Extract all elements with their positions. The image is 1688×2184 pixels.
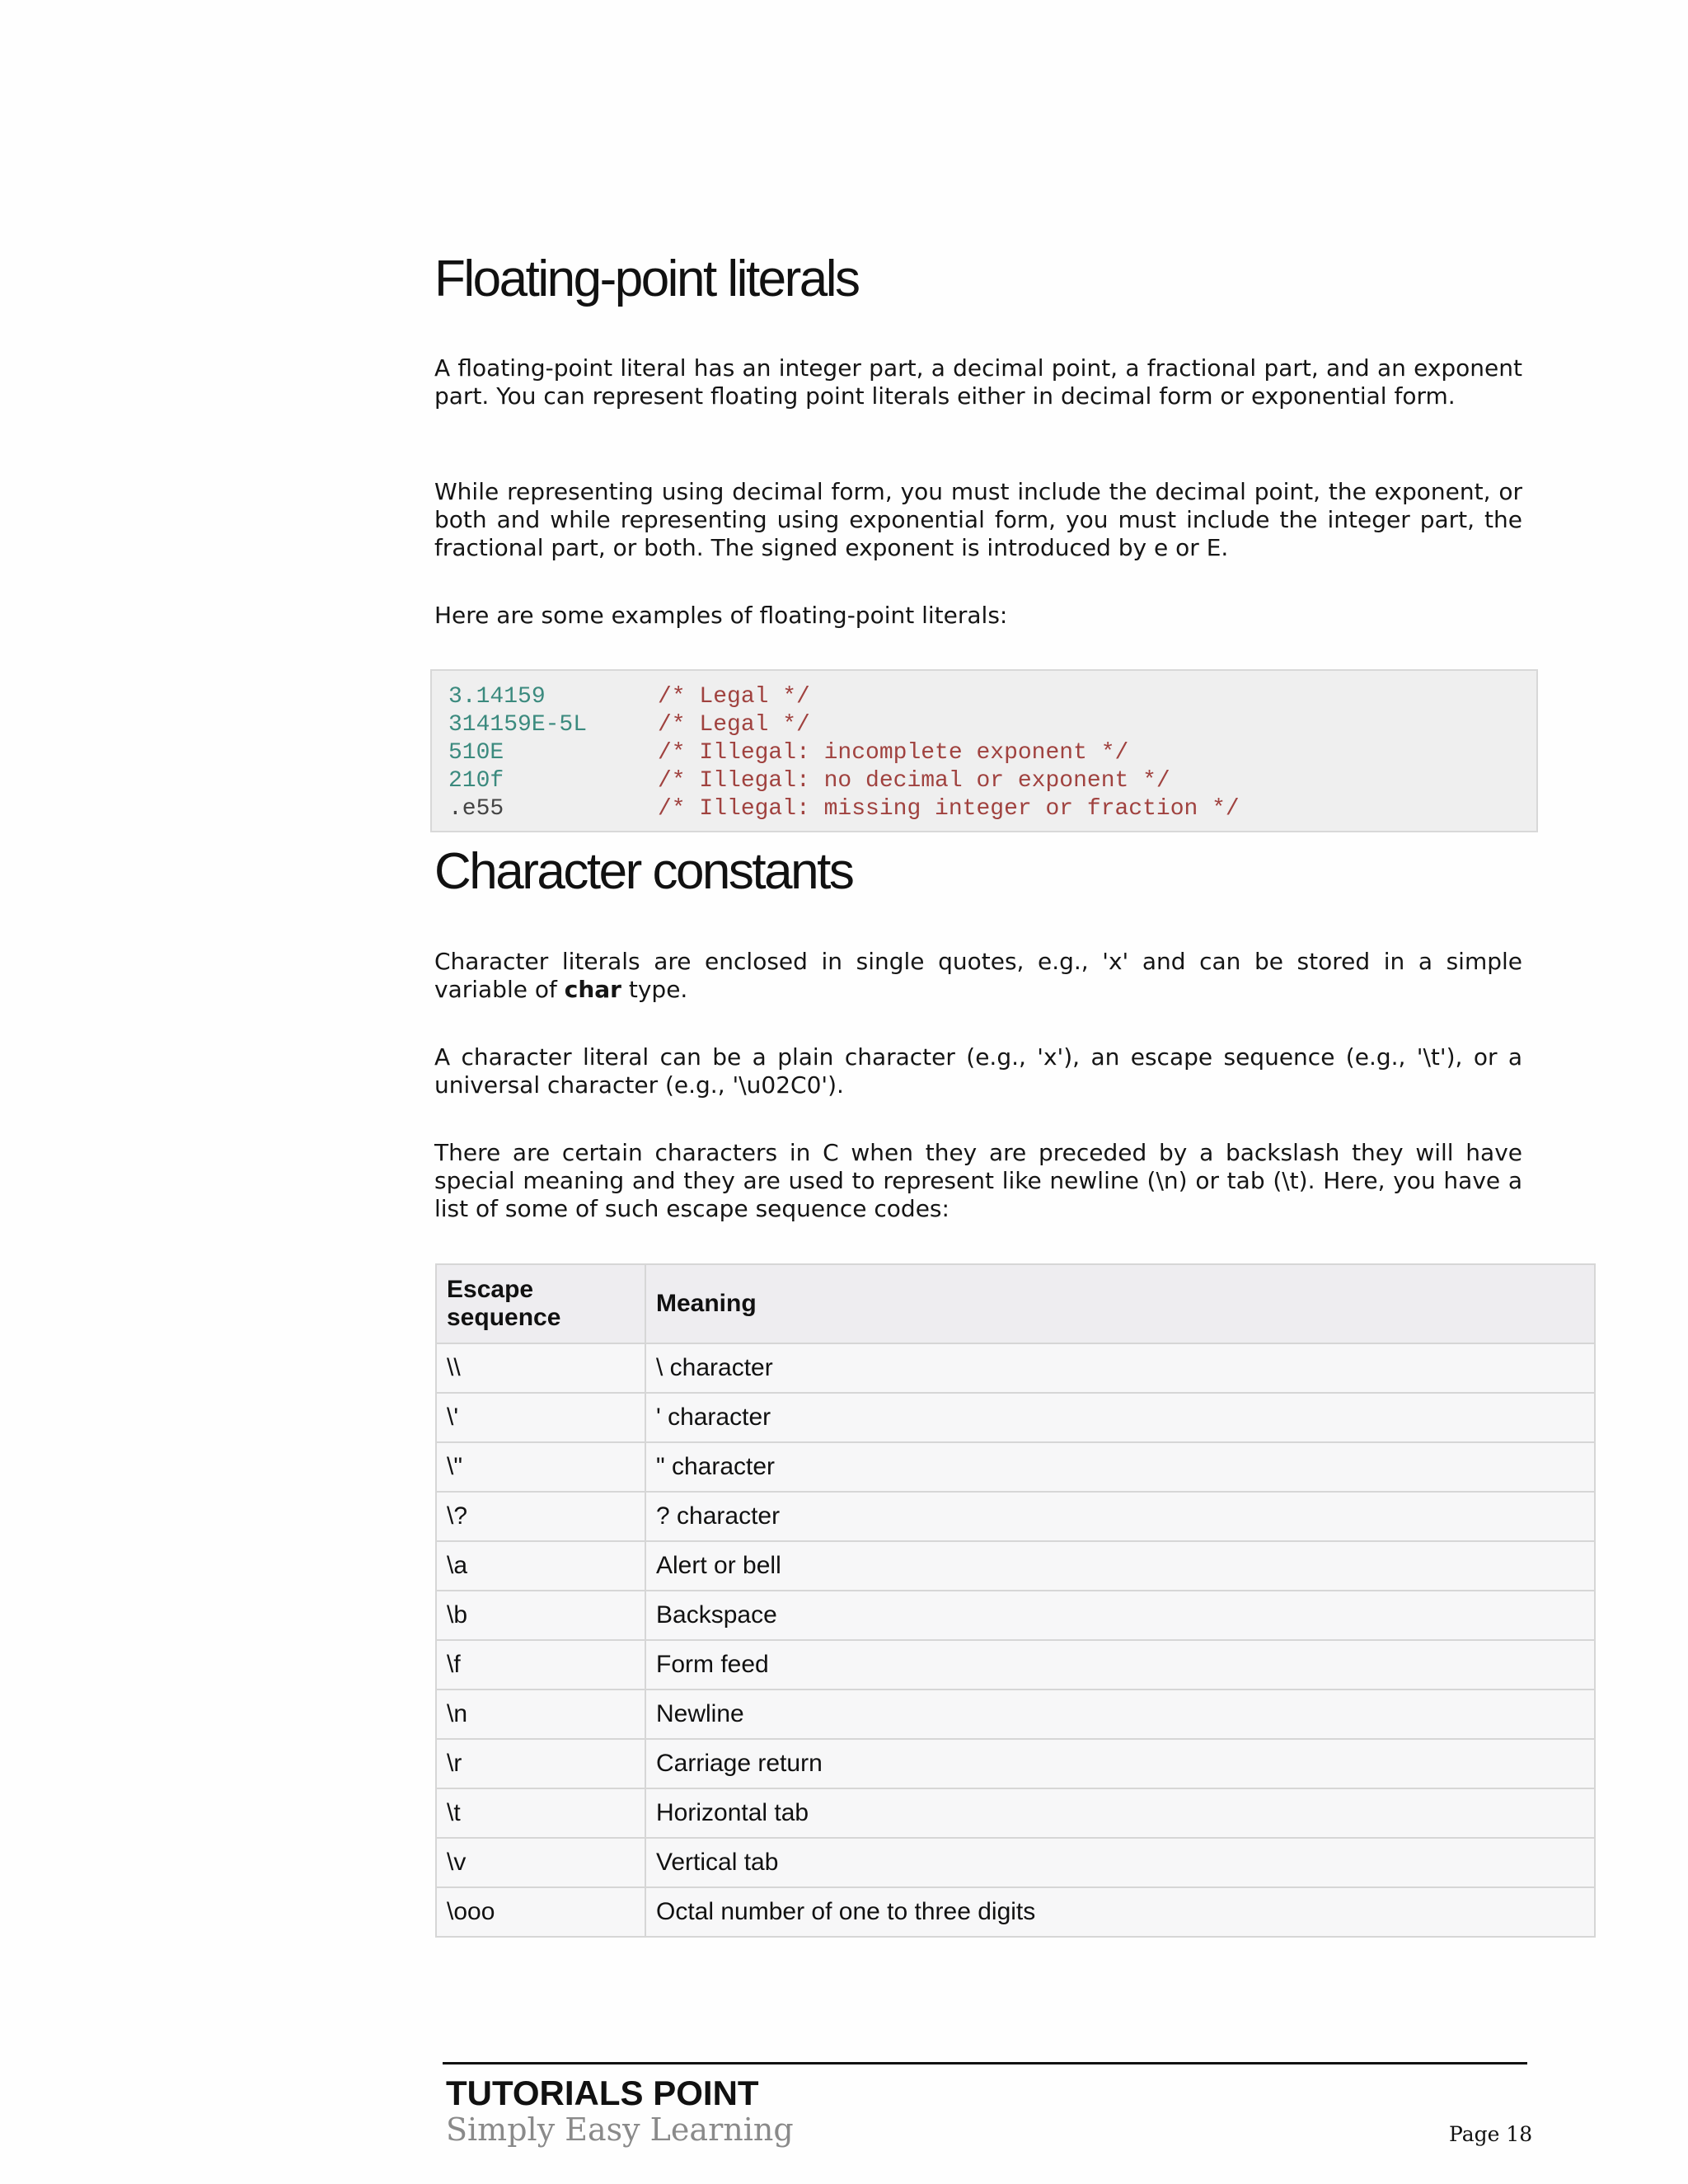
page-number: Page 18 — [1449, 2122, 1533, 2146]
code-block — [430, 669, 1538, 832]
paragraph-floating-intro: A floating-point literal has an integer part, a decimal point, a fractional part, and an exponent part. You can represent floating point literals either in decimal form or exponential form. — [434, 354, 1522, 410]
char-keyword: char — [564, 976, 621, 1003]
meaning-cell: Octal number of one to three digits — [645, 1887, 1595, 1937]
escape-cell: \v — [436, 1838, 645, 1887]
table-row — [436, 1838, 1595, 1887]
table-row — [436, 1492, 1595, 1541]
meaning-cell: \ character — [645, 1343, 1595, 1393]
paragraph-character-literals: Character literals are enclosed in single quotes, e.g., 'x' and can be stored in a simple variable of char type. — [434, 948, 1522, 1003]
code-literal: 314159E-5L — [448, 712, 588, 738]
escape-cell: \' — [436, 1393, 645, 1442]
table-row — [436, 1690, 1595, 1739]
escape-sequence-table — [435, 1263, 1596, 1938]
code-comment: /* Illegal: missing integer or fraction */ — [658, 796, 1240, 822]
table-row — [436, 1788, 1595, 1838]
code-literal: 510E — [448, 740, 504, 766]
meaning-cell: ' character — [645, 1393, 1595, 1442]
table-row — [436, 1541, 1595, 1591]
code-literal: 210f — [448, 768, 504, 794]
footer-divider — [443, 2062, 1527, 2064]
paragraph-floating-examples: Here are some examples of floating-point literals: — [434, 602, 1008, 629]
column-header-escape-sequence: Escape sequence — [436, 1264, 645, 1343]
escape-cell: \\ — [436, 1343, 645, 1393]
code-line — [448, 683, 1536, 711]
section-heading-floating-point: Floating-point literals — [434, 251, 859, 307]
code-comment: /* Illegal: no decimal or exponent */ — [658, 768, 1170, 794]
code-comment: /* Illegal: incomplete exponent */ — [658, 740, 1129, 766]
table-row — [436, 1887, 1595, 1937]
table-row — [436, 1640, 1595, 1690]
escape-cell: \f — [436, 1640, 645, 1690]
code-comment: /* Legal */ — [658, 684, 810, 710]
footer-tagline: Simply Easy Learning — [446, 2111, 794, 2148]
meaning-cell: Horizontal tab — [645, 1788, 1595, 1838]
paragraph-escape-intro: There are certain characters in C when they are preceded by a backslash they will have special meaning and they are used to represent like newline (\n) or tab (\t). Here, you have a list of some of such escape sequence codes: — [434, 1139, 1522, 1222]
meaning-cell: Alert or bell — [645, 1541, 1595, 1591]
table-header-row — [436, 1264, 1595, 1343]
escape-cell: \ooo — [436, 1887, 645, 1937]
code-line — [448, 767, 1536, 795]
meaning-cell: " character — [645, 1442, 1595, 1492]
escape-cell: \b — [436, 1591, 645, 1640]
escape-cell: \n — [436, 1690, 645, 1739]
code-literal: 3.14159 — [448, 684, 546, 710]
escape-cell: \" — [436, 1442, 645, 1492]
meaning-cell: Backspace — [645, 1591, 1595, 1640]
code-literal: .e55 — [448, 796, 504, 822]
meaning-cell: ? character — [645, 1492, 1595, 1541]
table-row — [436, 1739, 1595, 1788]
paragraph-floating-forms: While representing using decimal form, you must include the decimal point, the exponent, or both and while representing using exponential form, you must include the integer part, the fractional part, or both. The signed exponent is introduced by e or E. — [434, 478, 1522, 561]
table-row — [436, 1591, 1595, 1640]
column-header-meaning: Meaning — [645, 1264, 1595, 1343]
table-row — [436, 1393, 1595, 1442]
escape-cell: \? — [436, 1492, 645, 1541]
meaning-cell: Newline — [645, 1690, 1595, 1739]
meaning-cell: Carriage return — [645, 1739, 1595, 1788]
code-line — [448, 711, 1536, 739]
paragraph-character-kinds: A character literal can be a plain character (e.g., 'x'), an escape sequence (e.g., '\t'), or a universal character (e.g., '\u02C0'). — [434, 1043, 1522, 1099]
table-row — [436, 1343, 1595, 1393]
table-row — [436, 1442, 1595, 1492]
meaning-cell: Form feed — [645, 1640, 1595, 1690]
code-line — [448, 739, 1536, 767]
escape-cell: \t — [436, 1788, 645, 1838]
escape-cell: \r — [436, 1739, 645, 1788]
footer-brand: TUTORIALS POINT — [446, 2074, 759, 2112]
section-heading-character-constants: Character constants — [434, 843, 853, 900]
escape-cell: \a — [436, 1541, 645, 1591]
code-line — [448, 795, 1536, 823]
meaning-cell: Vertical tab — [645, 1838, 1595, 1887]
code-comment: /* Legal */ — [658, 712, 810, 738]
